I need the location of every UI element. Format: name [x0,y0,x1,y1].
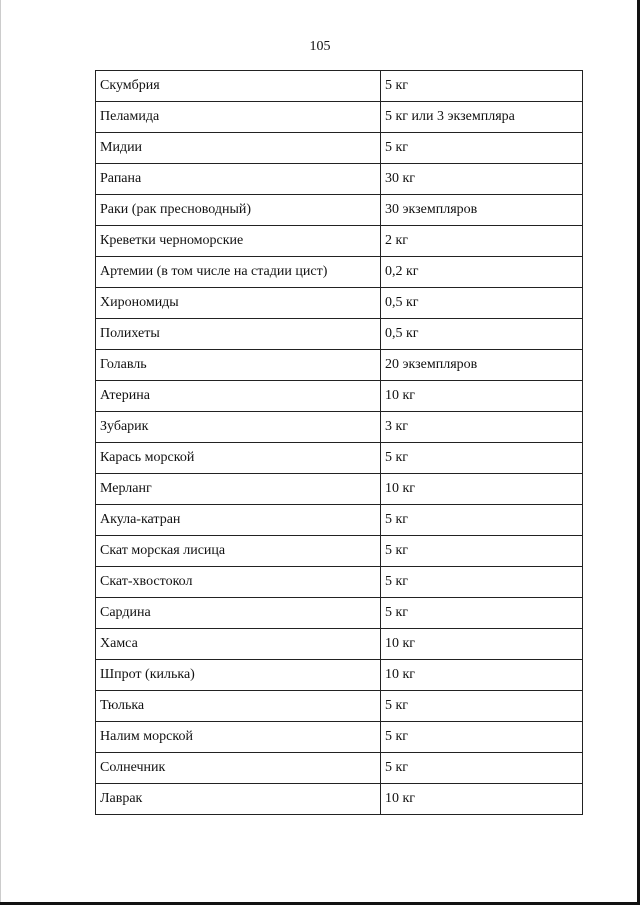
amount-cell: 5 кг [381,133,583,164]
table-row [96,722,583,753]
amount-cell: 10 кг [381,381,583,412]
amount-cell: 30 экземпляров [381,195,583,226]
amount-cell: 0,5 кг [381,288,583,319]
table-row [96,164,583,195]
table-row [96,784,583,815]
amount-cell: 5 кг [381,691,583,722]
table-row [96,753,583,784]
species-cell: Рапана [96,164,381,195]
table-body [96,71,583,815]
species-cell: Мерланг [96,474,381,505]
species-cell: Тюлька [96,691,381,722]
table-row [96,443,583,474]
species-cell: Акула-катран [96,505,381,536]
amount-cell: 5 кг или 3 экземпляра [381,102,583,133]
species-cell: Хамса [96,629,381,660]
species-cell: Артемии (в том числе на стадии цист) [96,257,381,288]
species-cell: Полихеты [96,319,381,350]
table-row [96,288,583,319]
table-row [96,474,583,505]
table-row [96,257,583,288]
amount-cell: 0,5 кг [381,319,583,350]
amount-cell: 5 кг [381,753,583,784]
amount-cell: 10 кг [381,629,583,660]
amount-cell: 10 кг [381,474,583,505]
species-cell: Лаврак [96,784,381,815]
table-row [96,567,583,598]
species-cell: Голавль [96,350,381,381]
species-cell: Зубарик [96,412,381,443]
table-row [96,660,583,691]
species-cell: Скат морская лисица [96,536,381,567]
amount-cell: 10 кг [381,784,583,815]
species-cell: Раки (рак пресноводный) [96,195,381,226]
table-row [96,319,583,350]
amount-cell: 5 кг [381,722,583,753]
amount-cell: 10 кг [381,660,583,691]
amount-cell: 5 кг [381,536,583,567]
table-row [96,691,583,722]
amount-cell: 30 кг [381,164,583,195]
amount-cell: 0,2 кг [381,257,583,288]
table-row [96,536,583,567]
amount-cell: 3 кг [381,412,583,443]
amount-cell: 20 экземпляров [381,350,583,381]
table-row [96,350,583,381]
scan-left-edge [0,0,1,905]
amount-cell: 2 кг [381,226,583,257]
table-row [96,195,583,226]
species-cell: Скумбрия [96,71,381,102]
species-cell: Пеламида [96,102,381,133]
table-row [96,412,583,443]
species-cell: Карась морской [96,443,381,474]
table-row [96,381,583,412]
amount-cell: 5 кг [381,598,583,629]
table-row [96,133,583,164]
table-row [96,102,583,133]
catch-limits-table [95,70,583,815]
species-cell: Скат-хвостокол [96,567,381,598]
species-cell: Солнечник [96,753,381,784]
species-cell: Шпрот (килька) [96,660,381,691]
amount-cell: 5 кг [381,505,583,536]
species-cell: Атерина [96,381,381,412]
species-cell: Мидии [96,133,381,164]
table-row [96,598,583,629]
amount-cell: 5 кг [381,71,583,102]
species-cell: Сардина [96,598,381,629]
table-row [96,71,583,102]
amount-cell: 5 кг [381,567,583,598]
table-row [96,505,583,536]
species-cell: Креветки черноморские [96,226,381,257]
species-cell: Хирономиды [96,288,381,319]
table-row [96,629,583,660]
species-cell: Налим морской [96,722,381,753]
table-row [96,226,583,257]
page-number: 105 [309,39,331,54]
amount-cell: 5 кг [381,443,583,474]
